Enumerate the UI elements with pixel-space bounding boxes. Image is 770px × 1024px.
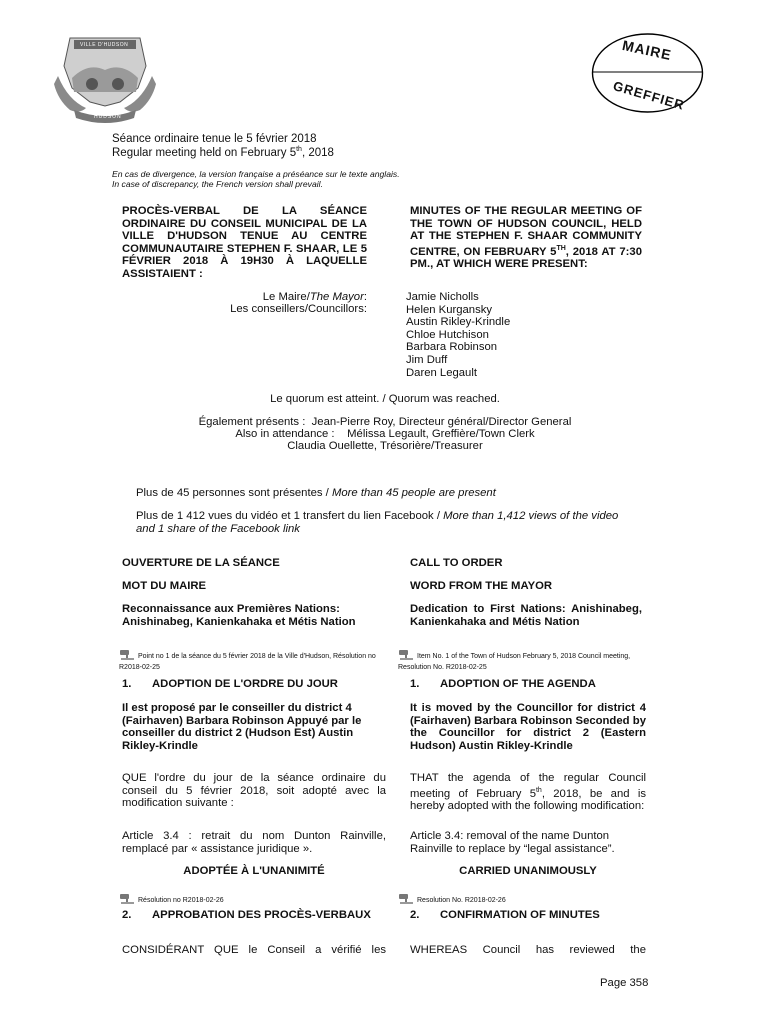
page-number: Page 358 [600,977,649,989]
item2-number-en: 2. [410,909,420,921]
language-note-fr: En cas de divergence, la version française a préséance sur le texte anglais. [112,169,400,179]
item2-ref-fr-text: Résolution no R2018-02-26 [138,897,224,904]
item1-article-en: Article 3.4: removal of the name Dunton Rainville to replace by “legal assistance”. [410,830,615,855]
nations-fr: Reconnaissance aux Premières Nations: Anishinabeg, Kanienkahaka et Métis Nation [122,603,356,628]
item1-number-en: 1. [410,678,420,690]
item1-body-en-text: THAT the agenda of the regular Council meeting of February 5 [410,772,646,800]
item1-heading-fr: ADOPTION DE L'ORDRE DU JOUR [152,678,338,690]
meeting-date-en-sup: th [296,146,302,153]
item1-ref-en-text: Item No. 1 of the Town of Hudson February 5, 2018 Council meeting, Resolution No. R2018-02-25 [398,653,631,671]
member-name: Barbara Robinson [406,341,498,354]
item1-heading-en: ADOPTION OF THE AGENDA [440,678,596,690]
member-name: Daren Legault [406,366,477,379]
item1-ref-en [398,648,638,672]
signature-stamp [590,32,705,114]
video-views-fr: Plus de 1 412 vues du vidéo et 1 transfert du lien Facebook / [136,510,444,522]
logo-lettering-bottom: HUDSON [94,114,122,120]
nations-en: Dedication to First Nations: Anishinabeg, Kanienkahaka and Métis Nation [410,603,642,628]
stamp-greffier: GREFFIER [611,78,687,113]
item2-ref-en-text: Resolution No. R2018-02-26 [417,897,506,904]
meeting-date-fr: Séance ordinaire tenue le 5 février 2018 [112,133,317,145]
item2-heading-en: CONFIRMATION OF MINUTES [440,909,600,921]
title-en [410,205,642,271]
meeting-date-en [112,146,334,159]
item2-number-fr: 2. [122,909,132,921]
town-logo [40,26,170,128]
mayor-word-en: WORD FROM THE MAYOR [410,580,553,592]
member-name: Jamie Nicholls [406,291,479,303]
member-name: Helen Kurgansky [406,303,493,316]
video-views [136,510,636,535]
title-en-post: , 2018 AT 7:30 PM., AT WHICH WERE PRESENT: [410,245,642,271]
mayor-label-fr: Le Maire/ [262,291,310,303]
logo-lettering-top: VILLE D'HUDSON [80,42,129,48]
language-note-en: In case of discrepancy, the French version shall prevail. [112,179,323,189]
item1-result-fr: ADOPTÉE À L'UNANIMITÉ [183,865,325,877]
members-list [406,291,510,379]
stamp-maire: MAIRE [620,36,674,64]
item2-heading-fr: APPROBATION DES PROCÈS-VERBAUX [152,909,371,921]
item2-body-en: WHEREAS Council has reviewed the [410,944,646,956]
meeting-date-en-text: Regular meeting held on February 5 [112,146,297,159]
mayor-label-colon: : [363,291,367,303]
also-present-2: Also in attendance : Mélissa Legault, Greffière/Town Clerk [235,428,535,440]
people-present-fr: Plus de 45 personnes sont présentes / [136,487,332,499]
also-present-1: Également présents : Jean-Pierre Roy, Directeur général/Director General [198,416,572,428]
item1-body-en-sup: th [535,786,542,794]
item1-ref-fr [119,648,394,672]
meeting-date-en-year: , 2018 [301,146,334,159]
item2-body-fr: CONSIDÉRANT QUE le Conseil a vérifié les [122,944,386,956]
item2-ref-fr [119,892,224,908]
also-present-3: Claudia Ouellette, Trésorière/Treasurer [287,440,483,452]
item1-result-en: CARRIED UNANIMOUSLY [459,865,597,877]
councillors-label: Les conseillers/Councillors: [230,303,367,315]
item1-body-en [410,772,646,813]
video-views-en: More than 1,412 views of the video and 1 share of the Facebook link [136,510,619,535]
item1-moved-en: It is moved by the Councillor for district 4 (Fairhaven) Barbara Robinson Seconded by the Councillor for district 2 (Eastern Hudson) Austin Rikley-Krindle [410,702,646,752]
item1-moved-fr: Il est proposé par le conseiller du district 4 (Fairhaven) Barbara Robinson Appuyé par le conseiller du district 2 (Hudson Est) Austin Rikley-Krindle [122,702,362,752]
item1-number-fr: 1. [122,678,132,690]
member-name: Jim Duff [406,353,448,366]
opening-en: CALL TO ORDER [410,557,503,569]
member-name: Chloe Hutchison [406,328,489,341]
item1-ref-fr-text: Point no 1 de la séance du 5 février 2018 de la Ville d'Hudson, Résolution no R2018-02-25 [119,653,376,671]
opening-fr: OUVERTURE DE LA SÉANCE [122,557,280,569]
quorum-text: Le quorum est atteint. / Quorum was reached. [270,393,500,405]
mayor-label-en: The Mayor [309,291,364,303]
title-en-text: MINUTES OF THE REGULAR MEETING OF THE TOWN OF HUDSON COUNCIL, HELD AT THE STEPHEN F. SHAAR COMMUNITY CENTRE, ON FEBRUARY 5 [410,205,642,258]
people-present [136,487,496,500]
item1-article-fr: Article 3.4 : retrait du nom Dunton Rainville, remplacé par « assistance juridique ». [122,830,386,855]
title-en-sup: TH [556,244,566,252]
item2-ref-en [398,892,506,908]
gavel-icon [119,648,135,664]
member-name: Austin Rikley-Krindle [406,316,511,329]
item1-body-en-post: , 2018, be and is hereby adopted with the following modification: [410,787,646,812]
gavel-icon [119,892,135,908]
gavel-icon [398,648,414,664]
mayor-label [180,291,367,304]
title-fr: PROCÈS-VERBAL DE LA SÉANCE ORDINAIRE DU CONSEIL MUNICIPAL DE LA VILLE D'HUDSON TENUE AU CENTRE COMMUNAUTAIRE STEPHEN F. SHAAR, LE 5 FÉVRIER 2018 À 19H30 À LAQUELLE ASSISTAIENT : [122,205,367,280]
mayor-word-fr: MOT DU MAIRE [122,580,207,592]
gavel-icon [398,892,414,908]
people-present-en: More than 45 people are present [331,487,496,499]
item1-body-fr: QUE l'ordre du jour de la séance ordinaire du conseil du 5 février 2018, soit adopté avec la modification suivante : [122,772,386,810]
